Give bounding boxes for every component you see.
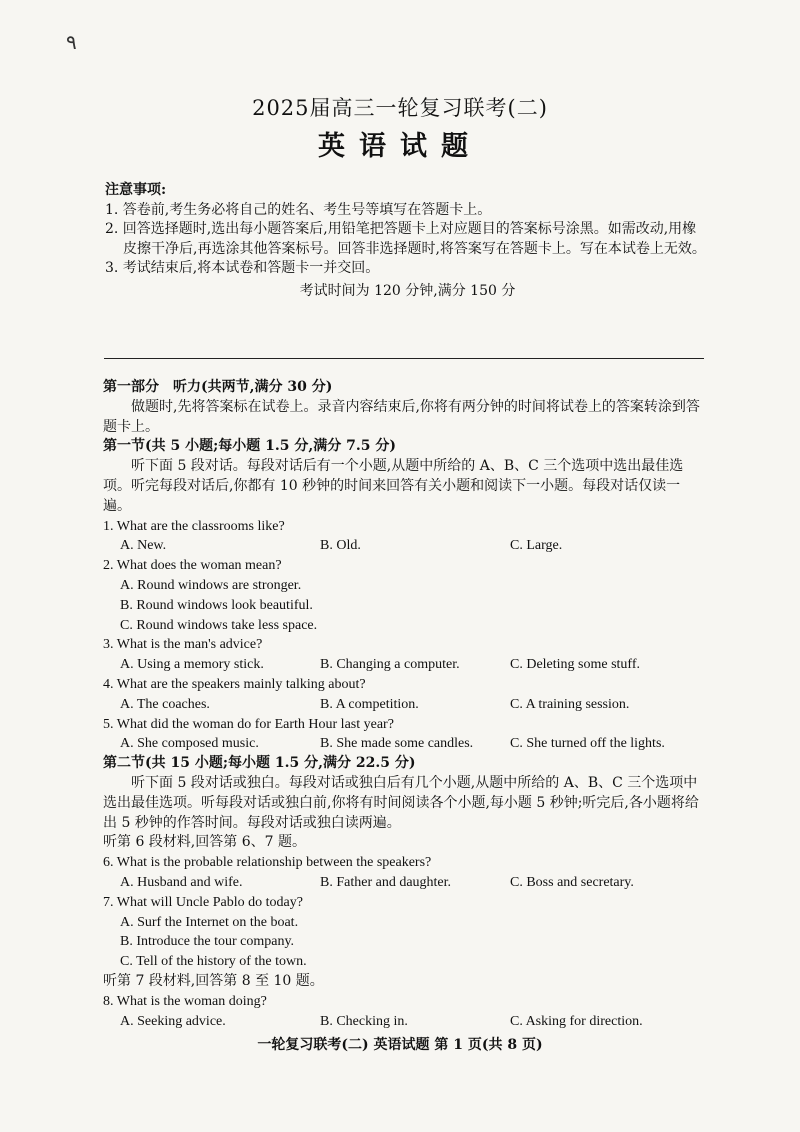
notice-item-3: 3. 考试结束后,将本试卷和答题卡一并交回。	[105, 260, 380, 276]
options-6	[103, 873, 708, 893]
listening-part	[103, 378, 708, 1031]
question-2: 2. What does the woman mean?	[103, 558, 282, 574]
option-7c: C. Tell of the history of the town.	[120, 954, 307, 970]
question-8: 8. What is the woman doing?	[103, 993, 267, 1009]
options-8	[103, 1012, 708, 1032]
section2-heading: 第二节(共 15 小题;每小题 1.5 分,满分 22.5 分)	[103, 755, 416, 772]
notice-item-1: 1. 答卷前,考生务必将自己的姓名、考生号等填写在答题卡上。	[105, 201, 492, 218]
option-6c: C. Boss and secretary.	[510, 874, 634, 890]
option-4a: A. The coaches.	[120, 696, 210, 712]
option-3c: C. Deleting some stuff.	[510, 657, 641, 673]
option-3b: B. Changing a computer.	[320, 657, 460, 673]
option-1c: C. Large.	[510, 538, 563, 554]
option-7a: A. Surf the Internet on the boat.	[120, 914, 299, 930]
question-3: 3. What is the man's advice?	[103, 637, 263, 653]
options-3	[103, 655, 708, 675]
option-5b: B. She made some candles.	[320, 736, 474, 752]
option-5a: A. She composed music.	[120, 736, 259, 752]
options-4	[103, 695, 708, 715]
page-footer: 一轮复习联考(二) 英语试题 第 1 页(共 8 页)	[257, 1037, 543, 1053]
option-8b: B. Checking in.	[320, 1013, 408, 1029]
exam-title: 2025届高三一轮复习联考(二)	[252, 96, 548, 120]
section2-intro: 听下面 5 段对话或独白。每段对话或独白后有几个小题,从题中所给的 A、B、C 三个选项中选出最佳选项。听每段对话或独白前,你将有时间阅读各个小题,每小题 5 秒钟;听完后,各小题将给出 5 秒钟的作答时间。每段对话或独白读两遍。	[103, 774, 699, 831]
option-2c: C. Round windows take less space.	[120, 617, 318, 633]
option-2a: A. Round windows are stronger.	[120, 577, 302, 593]
option-5c: C. She turned off the lights.	[510, 736, 665, 752]
question-5: 5. What did the woman do for Earth Hour last year?	[103, 716, 394, 732]
option-8a: A. Seeking advice.	[120, 1013, 226, 1029]
material-6-label: 听第 6 段材料,回答第 6、7 题。	[103, 834, 306, 851]
part1-heading: 第一部分 听力(共两节,满分 30 分)	[103, 379, 333, 395]
option-2b: B. Round windows look beautiful.	[120, 597, 313, 613]
option-1b: B. Old.	[320, 538, 361, 554]
option-6b: B. Father and daughter.	[320, 874, 452, 890]
option-4b: B. A competition.	[320, 696, 419, 712]
section1-intro: 听下面 5 段对话。每段对话后有一个小题,从题中所给的 A、B、C 三个选项中选出最佳选项。听完每段对话后,你都有 10 秒钟的时间来回答有关小题和阅读下一小题。每段对话仅读一遍。	[103, 458, 684, 514]
option-4c: C. A training session.	[510, 696, 630, 712]
option-1a: A. New.	[120, 538, 167, 554]
subject-title: 英语试题	[318, 131, 482, 162]
notice-heading: 注意事项:	[105, 182, 167, 198]
question-4: 4. What are the speakers mainly talking about?	[103, 676, 366, 692]
exam-time: 考试时间为 120 分钟,满分 150 分	[299, 282, 516, 299]
question-7: 7. What will Uncle Pablo do today?	[103, 894, 303, 910]
option-6a: A. Husband and wife.	[120, 874, 243, 890]
part1-intro: 做题时,先将答案标在试卷上。录音内容结束后,你将有两分钟的时间将试卷上的答案转涂到答题卡上。	[103, 398, 700, 435]
option-8c: C. Asking for direction.	[510, 1013, 643, 1029]
notice-block	[105, 181, 710, 301]
section1-heading: 第一节(共 5 小题;每小题 1.5 分,满分 7.5 分)	[103, 438, 396, 455]
notice-item-2: 2. 回答选择题时,选出每小题答案后,用铅笔把答题卡上对应题目的答案标号涂黑。如需改动,用橡皮擦干净后,再选涂其他答案标号。回答非选择题时,将答案写在答题卡上。写在本试卷上无效。	[105, 221, 706, 257]
options-1	[103, 536, 708, 556]
material-7-label: 听第 7 段材料,回答第 8 至 10 题。	[103, 972, 324, 989]
option-3a: A. Using a memory stick.	[120, 657, 264, 673]
options-5	[103, 734, 708, 754]
question-1: 1. What are the classrooms like?	[103, 518, 285, 534]
divider-line	[104, 358, 704, 359]
option-7b: B. Introduce the tour company.	[120, 934, 295, 950]
question-6: 6. What is the probable relationship between the speakers?	[103, 855, 432, 871]
corner-mark: ٩	[66, 30, 77, 54]
